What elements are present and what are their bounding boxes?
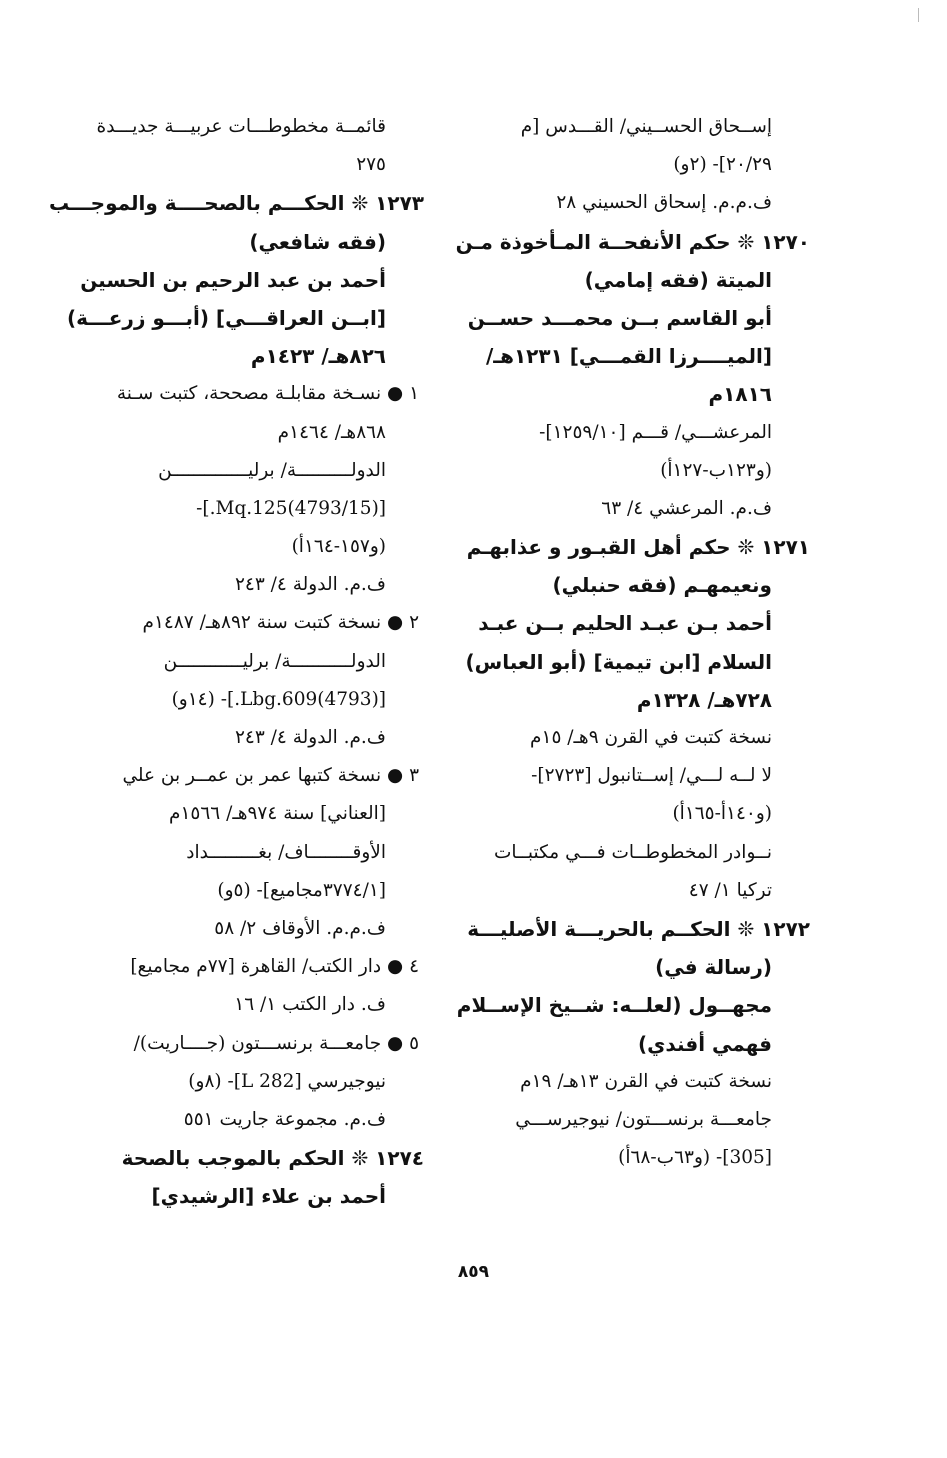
author-name: أبو القاسم بــن محمـــد حســن — [467, 305, 772, 330]
author-name: فهمي أفندي) — [637, 1031, 772, 1056]
author-name: أحمد بـن عبـد الحليم بــن عبـد — [478, 611, 772, 636]
text-line: [العناني] سنة ٩٧٤هـ/ ١٥٦٦م — [168, 803, 386, 825]
author-date: ٧٢٨هـ/ ١٣٢٨م — [636, 687, 772, 712]
text-line: المرعشـــي/ قـــم [١٢٥٩/١٠]- — [539, 421, 772, 443]
text-line: لا لــه لـــي/ إســتانبول [٢٧٢٣]- — [531, 765, 772, 787]
text-line: ف.م. الدولة ٤/ ٢٤٣ — [234, 574, 386, 596]
author-name: [ابــن العراقـــي] (أبـــو زرعـــة) — [66, 305, 386, 330]
text-line: ف.م. مجموعة جاريت ٥٥١ — [183, 1108, 386, 1130]
text-line: ف. دار الكتب ١/ ١٦ — [234, 994, 386, 1016]
text-line: الدولـــــــــــة/ برليــــــــــــن — [163, 650, 386, 672]
text-line: نيوجيرسي [282 L]- (٨و) — [188, 1070, 386, 1092]
text-line: نــوادر المخطوطــات فـــي مكتبــات — [494, 841, 772, 863]
right-column — [455, 108, 810, 1177]
text-line: ٢٧٥ — [356, 154, 386, 176]
copy-item-2: ٢ ● نسخة كتبت سنة ٨٩٢هـ/ ١٤٨٧م — [142, 612, 419, 634]
entry-subject: الميتة (فقه إمامي) — [584, 267, 772, 292]
text-line: ٨٦٨هـ/ ١٤٦٤م — [277, 421, 386, 443]
entry-heading-1272: ١٢٧٢ ❊ الحكــم بالحريـــة الأصليـــة — [467, 916, 810, 941]
text-line: الدولــــــــــة/ برليــــــــــــــن — [158, 459, 386, 481]
copy-item-3: ٣ ● نسخة كتبها عمر بن عمــر بن علي — [122, 765, 419, 787]
text-line: جامعـــة برنســـتون/ نيوجيرســـي — [515, 1108, 772, 1130]
author-name: السلام [ابن تيمية] (أبو العباس) — [465, 649, 772, 674]
author-name: [الميــــرزا القمـــي] ١٢٣١هـ/ — [485, 344, 772, 369]
entry-subject: ونعيمهـم (فقه حنبلي) — [552, 573, 772, 598]
entry-subject: (رسالة في) — [655, 955, 772, 980]
text-line: ٢٠/٢٩]- (٢و) — [673, 154, 772, 176]
text-line: نسخة كتبت في القرن ١٣هـ/ ١٩م — [520, 1070, 772, 1092]
page-number: ٨٥٩ — [457, 1262, 490, 1282]
copy-item-4: ٤ ● دار الكتب/ القاهرة [٧٧م مجاميع] — [130, 956, 419, 978]
text-line: (و١٢٣ب-١٢٧أ) — [660, 459, 772, 481]
text-line: [٣٧٧٤/١مجاميع]- (٥و) — [217, 879, 386, 901]
entry-heading-1274: ١٢٧٤ ❊ الحكم بالموجب بالصحة — [121, 1146, 424, 1171]
text-line: نسخة كتبت في القرن ٩هـ/ ١٥م — [530, 727, 772, 748]
text-line: إســحاق الحســيني/ القـــدس [م — [520, 116, 772, 137]
text-line: ف.م.م. إسحاق الحسيني ٢٨ — [556, 192, 772, 214]
scan-mark — [918, 8, 923, 22]
entry-subject: (فقه شافعي) — [249, 229, 386, 254]
text-line: (و١٤٠أ-١٦٥أ) — [672, 803, 772, 825]
entry-heading-1273: ١٢٧٣ ❊ الحكـــم بالصحــــة والموجـــب — [49, 191, 424, 216]
entry-heading-1270: ١٢٧٠ ❊ حكم الأنفحــة المـأخوذة مـن — [455, 229, 810, 254]
text-line: تركيا ١/ ٤٧ — [688, 879, 772, 901]
text-line: قائمــة مخطوطـــات عربيـــة جديـــدة — [96, 116, 386, 137]
text-line: ف.م. الدولة ٤/ ٢٤٣ — [234, 727, 386, 748]
text-line: ف.م. المرعشي ٤/ ٦٣ — [601, 497, 772, 519]
entry-heading-1271: ١٢٧١ ❊ حكم أهل القبـور و عذابهـم — [466, 535, 810, 560]
copy-item-5: ٥ ● جامعـــة برنســـتون (جــــاريت)/ — [133, 1032, 419, 1054]
text-line: (و١٥٧-١٦٤أ) — [291, 536, 386, 558]
author-date: ١٨١٦م — [708, 382, 772, 407]
text-line: ف.م.م. الأوقاف ٢/ ٥٨ — [214, 917, 386, 939]
copy-item-1: ١ ● نسـخة مقابلـة مصححة، كتبت سـنة — [116, 383, 419, 405]
author-date: ٨٢٦هـ/ ١٤٢٣م — [250, 344, 386, 369]
author-name: مجهــول (لعلــه: شــيخ الإســلام — [456, 993, 772, 1018]
text-line: الأوقــــــــاف/ بغـــــــــداد — [186, 841, 386, 863]
text-line: [(4793)Lbg.609.]- (١٤و) — [171, 688, 386, 710]
author-name: أحمد بن عبد الرحيم بن الحسين — [80, 267, 386, 292]
author-name: أحمد بن علاء [الرشيدي] — [151, 1184, 386, 1209]
text-line: [305]- (و٦٣ب-٦٨أ) — [618, 1147, 772, 1169]
text-line: [(4793/15)Mq.125.]- — [196, 497, 386, 519]
left-column — [49, 108, 424, 1215]
